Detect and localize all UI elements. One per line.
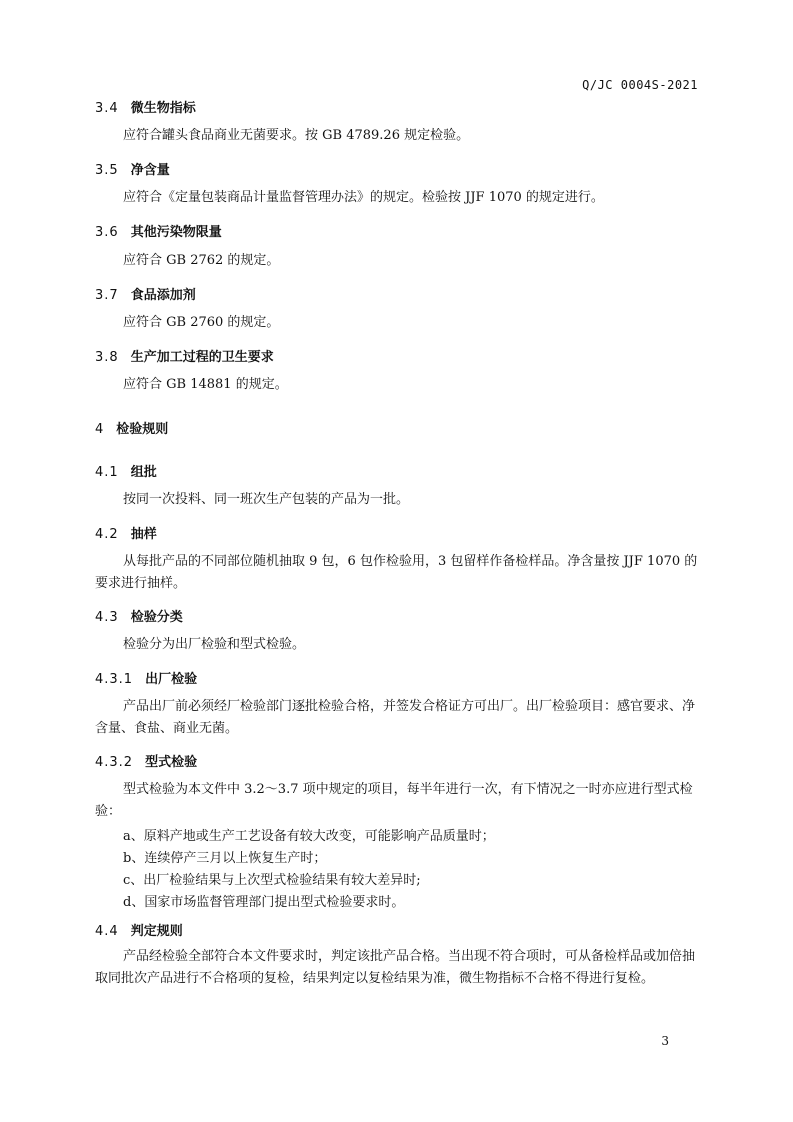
paragraph-text: 按同一次投料、同一班次生产包装的产品为一批。 <box>123 492 410 507</box>
section-text-3-8 <box>95 374 700 396</box>
paragraph-text: 型式检验为本文件中 3.2～3.7 项中规定的项目，每半年进行一次，有下情况之一时亦应进行型式检验： <box>95 782 693 819</box>
section-title: 判定规则 <box>130 924 183 939</box>
section-title: 食品添加剂 <box>130 288 196 303</box>
section-title: 检验分类 <box>130 610 183 625</box>
section-title: 其他污染物限量 <box>130 225 222 240</box>
section-text-4-3 <box>95 634 700 656</box>
section-text-3-5 <box>95 187 700 209</box>
section-title: 抽样 <box>130 527 157 542</box>
section-number: 4.2 <box>95 527 119 542</box>
paragraph-text: 从每批产品的不同部位随机抽取 9 包，6 包作检验用，3 包留样作备检样品。净含量按 JJF 1070 的要求进行抽样。 <box>95 554 698 591</box>
section-text-4-2 <box>95 551 700 595</box>
section-number: 3.8 <box>95 350 119 365</box>
page-number: 3 <box>661 1034 669 1048</box>
section-number: 4.3.1 <box>95 672 134 687</box>
paragraph-text: 应符合 GB 14881 的规定。 <box>123 377 288 392</box>
section-heading-3-4 <box>95 97 196 116</box>
section-title: 型式检验 <box>145 755 198 770</box>
list-item-d: d、国家市场监督管理部门提出型式检验要求时。 <box>123 895 405 910</box>
section-number: 4.1 <box>95 465 119 480</box>
section-number: 3.6 <box>95 225 119 240</box>
paragraph-text: 应符合罐头食品商业无菌要求。按 GB 4789.26 规定检验。 <box>123 128 470 143</box>
section-text-3-4 <box>95 125 700 147</box>
section-number: 4.4 <box>95 924 119 939</box>
list-item-c: c、出厂检验结果与上次型式检验结果有较大差异时; <box>123 873 421 888</box>
section-number: 3.5 <box>95 163 119 178</box>
section-heading-3-6 <box>95 221 222 240</box>
paragraph-text: 应符合 GB 2760 的规定。 <box>123 315 280 330</box>
section-heading-4-3 <box>95 606 183 625</box>
section-text-3-7 <box>95 312 700 334</box>
section-number: 4.3.2 <box>95 755 134 770</box>
section-number: 4.3 <box>95 610 119 625</box>
list-item-b: b、连续停产三月以上恢复生产时； <box>123 851 327 866</box>
section-text-4-3-2 <box>95 779 700 823</box>
section-title: 组批 <box>130 465 157 480</box>
section-text-4-1 <box>95 489 700 511</box>
section-title: 净含量 <box>130 163 170 178</box>
section-text-4-3-1 <box>95 696 700 740</box>
section-heading-4-4 <box>95 920 183 939</box>
paragraph-text: 产品出厂前必须经厂检验部门逐批检验合格，并签发合格证方可出厂。出厂检验项目：感官要求、净含量、食盐、商业无菌。 <box>95 699 696 736</box>
section-heading-4-3-2 <box>95 751 197 770</box>
list-item-a: a、原料产地或生产工艺设备有较大改变，可能影响产品质量时； <box>123 829 495 844</box>
section-heading-3-7 <box>95 284 196 303</box>
paragraph-text: 产品经检验全部符合本文件要求时，判定该批产品合格。当出现不符合项时，可从备检样品或加倍抽取同批次产品进行不合格项的复检，结果判定以复检结果为准，微生物指标不合格不得进行复检。 <box>95 949 696 986</box>
section-title: 出厂检验 <box>145 672 198 687</box>
section-number: 3.7 <box>95 288 119 303</box>
section-heading-3-5 <box>95 159 170 178</box>
section-heading-3-8 <box>95 346 274 365</box>
chapter-number: 4 <box>95 422 105 437</box>
paragraph-text: 应符合 GB 2762 的规定。 <box>123 253 280 268</box>
chapter-heading-4 <box>95 418 168 437</box>
section-heading-4-2 <box>95 523 157 542</box>
paragraph-text: 应符合《定量包装商品计量监督管理办法》的规定。检验按 JJF 1070 的规定进行。 <box>123 190 604 205</box>
document-code: Q/JC 0004S-2021 <box>582 78 698 92</box>
section-number: 3.4 <box>95 101 119 116</box>
chapter-title: 检验规则 <box>116 422 169 437</box>
section-text-3-6 <box>95 250 700 272</box>
paragraph-text: 检验分为出厂检验和型式检验。 <box>123 637 306 652</box>
section-text-4-4 <box>95 946 700 990</box>
section-heading-4-3-1 <box>95 668 197 687</box>
section-heading-4-1 <box>95 461 157 480</box>
section-title: 生产加工过程的卫生要求 <box>130 350 274 365</box>
section-title: 微生物指标 <box>130 101 196 116</box>
